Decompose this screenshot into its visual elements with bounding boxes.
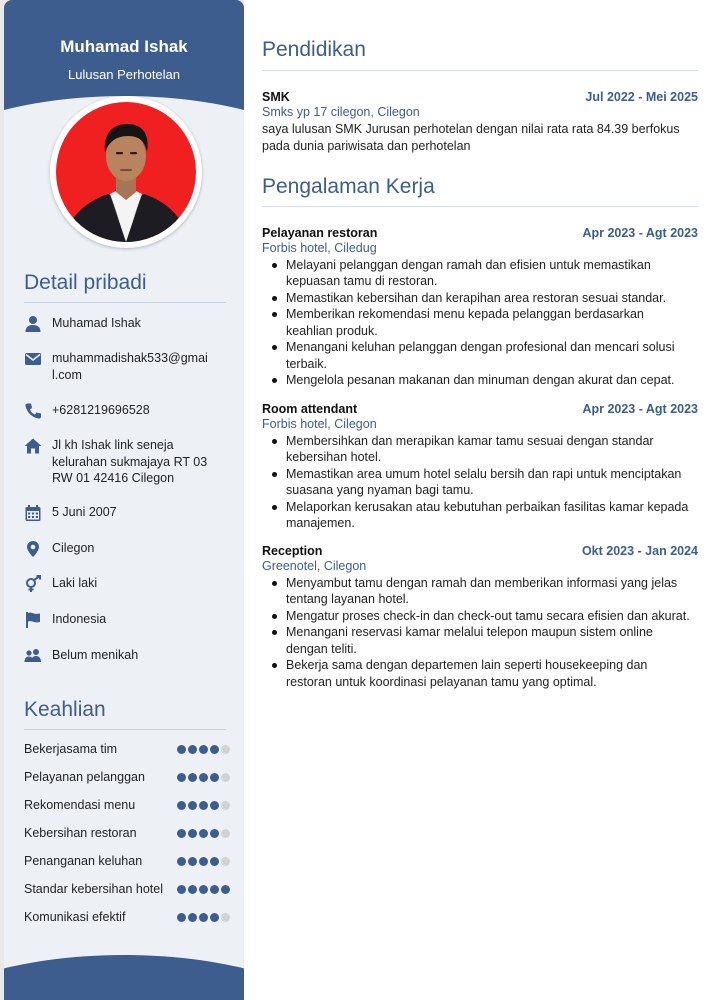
rating-dot-empty [221,773,230,782]
education-entry-description: saya lulusan SMK Jurusan perhotelan dengan nilai rata rata 84.39 berfokus pada dunia pariwisata dan perhotelan [262,122,680,153]
education-heading: Pendidikan [262,38,366,61]
skills-divider [24,729,226,730]
rating-dot-filled [177,773,186,782]
detail-marital-status-text: Belum menikah [52,648,139,662]
experience-entry-place: Forbis hotel, Cilegon [262,417,377,431]
detail-birthdate [24,504,234,522]
skill-label: Bekerjasama tim [24,742,118,756]
details-heading: Detail pribadi [24,271,147,294]
rating-dot-filled [177,913,186,922]
experience-entry-date: Apr 2023 - Agt 2023 [582,226,698,240]
map-pin-icon [24,540,42,558]
rating-dot-filled [188,913,197,922]
detail-city [24,540,234,558]
detail-name-text: Muhamad Ishak [52,316,141,330]
skill-label: Kebersihan restoran [24,826,137,840]
experience-entry-date: Apr 2023 - Agt 2023 [582,402,698,416]
skill-row [24,853,230,869]
detail-nationality-text: Indonesia [52,612,107,626]
rating-dot-filled [210,857,219,866]
skill-row [24,769,230,785]
skill-label: Rekomendasi menu [24,798,136,812]
rating-dot-empty [221,801,230,810]
bullet-item: Mengelola pesanan makanan dan minuman dengan akurat dan cepat. [262,372,692,388]
sidebar [4,0,244,1000]
experience-entry-bullets [262,433,692,532]
bullet-item: Menangani reservasi kamar melalui telepon maupun sistem online dengan teliti. [262,624,692,657]
experience-entry-title: Reception [262,544,323,558]
education-entry-header [262,90,698,104]
detail-nationality [24,611,234,629]
envelope-icon [24,350,42,368]
rating-dot-filled [221,885,230,894]
skill-rating [177,801,230,810]
experience-entry-title: Pelayanan restoran [262,226,378,240]
rating-dot-filled [210,745,219,754]
skill-label: Pelayanan pelanggan [24,770,145,784]
bullet-item: Mengatur proses check-in dan check-out tamu secara efisien dan akurat. [262,608,692,624]
detail-city-text: Cilegon [52,541,95,555]
bullet-item: Memberikan rekomendasi menu kepada pelanggan berdasarkan keahlian produk. [262,306,692,339]
experience-entry-header [262,402,698,416]
profile-photo [50,96,202,248]
rating-dot-empty [221,745,230,754]
rating-dot-filled [199,885,208,894]
rating-dot-empty [221,829,230,838]
rating-dot-filled [210,801,219,810]
skill-row [24,881,230,897]
detail-phone-text: +6281219696528 [52,403,150,417]
home-icon [24,437,42,455]
skill-row [24,741,230,757]
skill-rating [177,829,230,838]
detail-phone [24,402,234,420]
gender-icon [24,575,42,593]
calendar-icon [24,504,42,522]
bullet-item: Memastikan area umum hotel selalu bersih dan rapi untuk menciptakan suasana yang nyaman bagi tamu. [262,466,692,499]
rating-dot-filled [188,801,197,810]
detail-gender [24,575,234,593]
rating-dot-filled [199,913,208,922]
rating-dot-filled [177,857,186,866]
bullet-item: Menangani keluhan pelanggan dengan profesional dan mencari solusi terbaik. [262,339,692,372]
profile-photo-image [56,102,196,242]
skill-label: Penanganan keluhan [24,854,143,868]
skill-row [24,909,230,925]
main-content [244,0,717,1000]
bullet-item: Menyambut tamu dengan ramah dan memberikan informasi yang jelas tentang layanan hotel. [262,575,692,608]
flag-icon [24,611,42,629]
experience-heading: Pengalaman Kerja [262,175,435,198]
profile-role: Lulusan Perhotelan [67,67,181,82]
detail-gender-text: Laki laki [52,576,98,590]
detail-marital-status [24,647,234,665]
phone-icon [24,402,42,420]
rating-dot-empty [221,913,230,922]
experience-entry-bullets [262,575,692,690]
bullet-item: Melayani pelanggan dengan ramah dan efisien untuk memastikan kepuasan tamu di restoran. [262,257,692,290]
experience-entry-place: Greenotel, Cilegon [262,559,367,573]
skill-row [24,797,230,813]
rating-dot-filled [210,913,219,922]
rating-dot-filled [177,801,186,810]
detail-birthdate-text: 5 Juni 2007 [52,505,117,519]
detail-address-text: Jl kh Ishak link seneja kelurahan sukmajaya RT 03 RW 01 42416 Cilegon [52,438,208,485]
education-divider [262,70,698,71]
experience-divider [262,206,698,207]
rating-dot-filled [199,857,208,866]
details-divider [24,302,226,303]
education-entry-date: Jul 2022 - Mei 2025 [585,90,698,104]
rating-dot-filled [177,885,186,894]
rating-dot-filled [188,773,197,782]
rating-dot-empty [221,857,230,866]
detail-email [24,350,234,383]
skill-rating [177,857,230,866]
rating-dot-filled [199,829,208,838]
rating-dot-filled [188,857,197,866]
skill-rating [177,745,230,754]
rating-dot-filled [210,829,219,838]
rating-dot-filled [199,801,208,810]
skill-row [24,825,230,841]
rating-dot-filled [210,773,219,782]
profile-name: Muhamad Ishak [60,37,188,56]
experience-entry-header [262,226,698,240]
user-icon [24,315,42,333]
rating-dot-filled [177,745,186,754]
rating-dot-filled [188,829,197,838]
users-icon [24,647,42,665]
education-entry-title: SMK [262,90,290,104]
experience-entry-title: Room attendant [262,402,358,416]
detail-name [24,315,234,333]
sidebar-footer-band [4,955,244,1000]
rating-dot-filled [199,773,208,782]
detail-email-text: muhammadishak533@gmail.com [52,351,208,382]
bullet-item: Bekerja sama dengan departemen lain seperti housekeeping dan restoran untuk koordinasi pelayanan tamu yang optimal. [262,657,692,690]
skill-rating [177,773,230,782]
rating-dot-filled [210,885,219,894]
bullet-item: Melaporkan kerusakan atau kebutuhan perbaikan fasilitas kamar kepada manajemen. [262,499,692,532]
detail-address [24,437,234,487]
rating-dot-filled [188,885,197,894]
rating-dot-filled [177,829,186,838]
skills-heading: Keahlian [24,698,106,721]
skill-label: Komunikasi efektif [24,910,126,924]
education-entry-place: Smks yp 17 cilegon, Cilegon [262,105,420,119]
experience-entry-header [262,544,698,558]
experience-entry-bullets [262,257,692,389]
bullet-item: Memastikan kebersihan dan kerapihan area restoran sesuai standar. [262,290,692,306]
skill-rating [177,885,230,894]
bullet-item: Membersihkan dan merapikan kamar tamu sesuai dengan standar kebersihan hotel. [262,433,692,466]
experience-entry-place: Forbis hotel, Ciledug [262,241,377,255]
skill-rating [177,913,230,922]
rating-dot-filled [188,745,197,754]
rating-dot-filled [199,745,208,754]
skill-label: Standar kebersihan hotel [24,882,163,896]
experience-entry-date: Okt 2023 - Jan 2024 [581,544,698,558]
